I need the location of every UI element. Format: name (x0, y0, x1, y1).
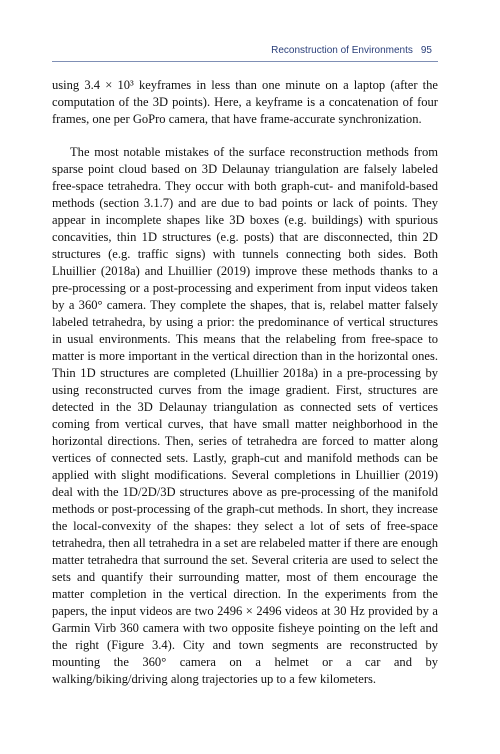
body-text (52, 77, 438, 688)
paragraph-continuation: using 3.4 × 10³ keyframes in less than one minute on a laptop (after the computation of the 3D points). Here, a keyframe is a concatenation of four frames, one per GoPro camera, that have frame-accurate synchronization. (52, 78, 438, 126)
running-title: Reconstruction of Environments (271, 45, 413, 56)
header-rule (52, 61, 438, 62)
page-number: 95 (420, 45, 432, 56)
running-header (52, 45, 432, 56)
paragraph-main: The most notable mistakes of the surface reconstruction methods from sparse point cloud based on 3D Delaunay triangulation are falsely labeled free-space tetrahedra. They occur with both graph-cut- and manifold-based methods (section 3.1.7) and are due to bad points or lack of points. They appear in incomplete shapes like 3D boxes (e.g. buildings) with spurious concavities, thin 1D structures (e.g. posts) that are disconnected, thin 2D structures (e.g. traffic signs) with tunnels connecting both sides. Both Lhuillier (2018a) and Lhuillier (2019) improve these methods thanks to a pre-processing or a post-processing and experiment from input videos taken by a 360° camera. They complete the shapes, that is, relabel matter falsely labeled tetrahedra, by using a prior: the predominance of vertical structures in usual environments. This means that the relabeling from free-space to matter is more important in the vertical direction than in the horizontal ones. Thin 1D structures are completed (Lhuillier 2018a) in a pre-processing by using reconstructed curves from the image gradient. First, structures are detected in the 3D Delaunay triangulation as connected sets of vertices coming from vertical curves, that have small matter neighborhood in the horizontal directions. Then, series of tetrahedra are forced to matter along vertices of connected sets. Lastly, graph-cut and manifold methods can be applied with slight modifications. Several completions in Lhuillier (2019) deal with the 1D/2D/3D structures above as pre-processing of the manifold methods or post-processing of the graph-cut methods. In short, they increase the local-convexity of the shapes: they select a lot of sets of free-space tetrahedra, then all tetrahedra in a set are relabeled matter if there are enough matter tetrahedra that surround the set. Several criteria are used to select the sets and quantify their surrounding matter, most of them encourage the matter completion in the vertical direction. In the experiments from the papers, the input videos are two 2496 × 2496 videos at 30 Hz provided by a Garmin Virb 360 camera with two opposite fisheye pointing on the left and the right (Figure 3.4). City and town segments are reconstructed by mounting the 360° camera on a helmet or a car and by walking/biking/driving along trajectories up to a few kilometers. (52, 145, 438, 686)
